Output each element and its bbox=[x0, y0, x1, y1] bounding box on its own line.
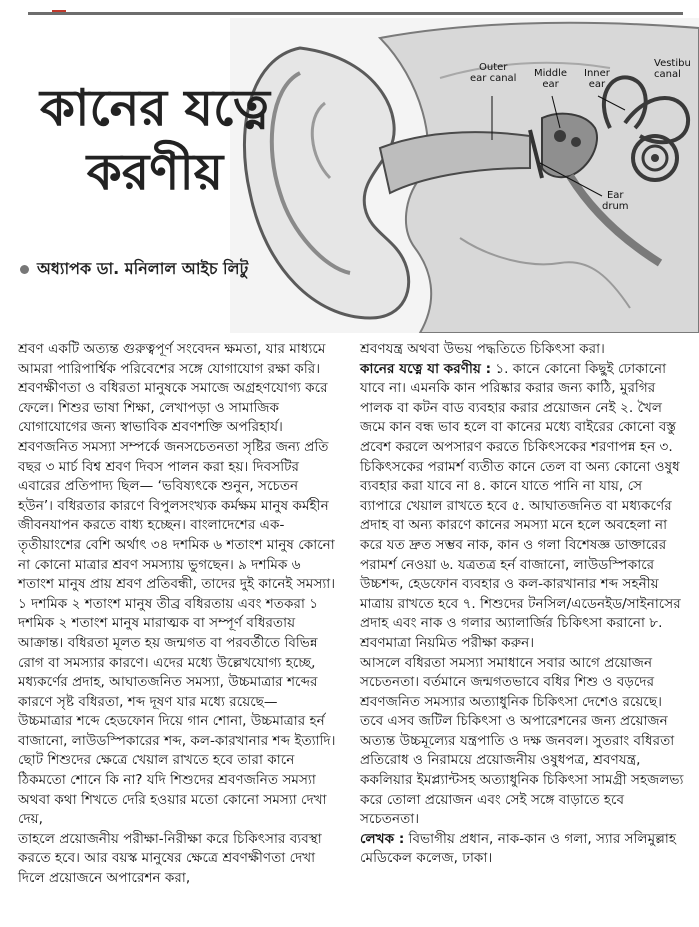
article-body bbox=[18, 340, 683, 920]
label-ear-drum bbox=[602, 190, 629, 212]
care-tips-paragraph bbox=[360, 360, 685, 654]
writer-affiliation: বিভাগীয় প্রধান, নাক-কান ও গলা, স্যার সলিমুল্লাহ মেডিকেল কলেজ, ঢাকা। bbox=[360, 830, 676, 867]
incus bbox=[571, 137, 581, 147]
right-intro-paragraph: শ্রবণযন্ত্র অথবা উভয় পদ্ধতিতে চিকিৎসা করা। bbox=[360, 341, 605, 357]
label-ear-drum-text: Ear drum bbox=[602, 190, 629, 212]
label-outer-ear-canal bbox=[470, 62, 516, 84]
label-middle-ear bbox=[534, 68, 567, 90]
label-inner-ear bbox=[584, 68, 610, 90]
author-name: অধ্যাপক ডা. মনিলাল আইচ লিটু bbox=[37, 259, 249, 278]
label-inner-ear-text: Inner ear bbox=[584, 68, 610, 90]
conclusion-paragraph: আসলে বধিরতা সমস্যা সমাধানে সবার আগে প্রয়োজন সচেতনতা। বর্তমানে জন্মগতভাবে বধির শিশু ও বড়দের শ্রবণজনিত সমস্যার অত্যাধুনিক চিকিৎসা দেশেও রয়েছে। তবে এসব জটিল চিকিৎসা ও অপারেশনের জন্য প্রয়োজন অত্যন্ত উচ্চমূল্যের যন্ত্রপাতি ও দক্ষ জনবল। সুতরাং বধিরতা প্রতিরোধ ও নিরাময়ে প্রয়োজনীয় ওষুধপত্র, শ্রবণযন্ত্র, ককলিয়ার ইমপ্ল্যান্টসহ অত্যাধুনিক চিকিৎসা সামগ্রী সহজলভ্য করে তোলা প্রয়োজন এবং সেই সঙ্গে বাড়াতে হবে সচেতনতা। bbox=[360, 654, 684, 828]
label-vestibular bbox=[654, 58, 691, 80]
care-tips-heading: কানের যত্নে যা করণীয় : bbox=[360, 360, 492, 377]
ear-anatomy-illustration bbox=[230, 18, 699, 333]
label-middle-ear-text: Middle ear bbox=[534, 68, 568, 90]
body-column-right bbox=[360, 340, 685, 869]
author-byline bbox=[20, 256, 248, 283]
label-outer-ear-canal-text: Outer ear canal bbox=[470, 62, 517, 84]
writer-label: লেখক : bbox=[360, 830, 405, 847]
care-tips-text: ১. কানে কোনো কিছুই ঢোকানো যাবে না। এমনকি কান পরিষ্কার করার জন্য কাঠি, মুরগির পালক বা কটন বাড ব্যবহার করার প্রয়োজন নেই ২. খৈল জমে কান বন্ধ ভাব হলে বা কানের মধ্যে বাইরের কোনো বস্তু প্রবেশ করলে অপসারণ করতে চিকিৎসকের শরণাপন্ন হন ৩. চিকিৎসকের পরামর্শ ব্যতীত কানে তেল বা অন্য কোনো ওষুধ ব্যবহার করা যাবে না ৪. কানে যাতে পানি না যায়, সে ব্যাপারে খেয়াল রাখতে হবে ৫. আঘাতজনিত বা মধ্যকর্ণের প্রদাহ বা অন্য কারণে কানের সমস্যা মনে হলে অবহেলা না করে যত দ্রুত সম্ভব নাক, কান ও গলা বিশেষজ্ঞ ডাক্তারের পরামর্শ নেওয়া ৬. যত্রতত্র হর্ন বাজানো, লাউডস্পিকারে উচ্চশব্দ, হেডফোন ব্যবহার ও কল-কারখানার শব্দ সহনীয় মাত্রায় রাখতে হবে ৭. শিশুদের টনসিল/এডেনইড/সাইনাসের প্রদাহ এবং নাক ও গলার অ্যালার্জির চিকিৎসা করানো ৮. শ্রবণমাত্রা নিয়মিত পরীক্ষা করুন। bbox=[360, 360, 681, 651]
bullet-icon bbox=[20, 265, 29, 274]
article-title bbox=[20, 76, 290, 204]
cochlea-core bbox=[651, 154, 659, 162]
label-vestibular-text: Vestibu canal bbox=[654, 58, 691, 80]
body-paragraph-1: শ্রবণ একটি অত্যন্ত গুরুত্বপূর্ণ সংবেদন ক্ষমতা, যার মাধ্যমে আমরা পারিপার্শ্বিক পরিবেশের সঙ্গে যোগাযোগ রক্ষা করি। শ্রবণক্ষীণতা ও বধিরতা মানুষকে সমাজে অগ্রহণযোগ্য করে ফেলে। শিশুর ভাষা শিক্ষা, লেখাপড়া ও সামাজিক যোগাযোগের জন্য স্বাভাবিক শ্রবণশক্তি অপরিহার্য। শ্রবণজনিত সমস্যা সম্পর্কে জনসচেতনতা সৃষ্টির জন্য প্রতি বছর ৩ মার্চ বিশ্ব শ্রবণ দিবস পালন করা হয়। দিবসটির এবারের প্রতিপাদ্য ছিল— ‘ভবিষ্যৎকে শুনুন, সচেতন হউন’। বধিরতার কারণে বিপুলসংখ্যক কর্মক্ষম মানুষ কর্মহীন জীবনযাপন করতে বাধ্য হচ্ছেন। বাংলাদেশের এক-তৃতীয়াংশের বেশি অর্থাৎ ৩৪ দশমিক ৬ শতাংশ মানুষ কোনো না কোনো মাত্রার শ্রবণ সমস্যায় ভুগছেন। ৯ দশমিক ৬ শতাংশ মানুষ প্রায় শ্রবণ প্রতিবন্ধী, তাদের দুই কানেই সমস্যা। ১ দশমিক ২ শতাংশ মানুষ তীব্র বধিরতায় এবং শতকরা ১ দশমিক ২ শতাংশ মানুষ মারাত্মক বা সম্পূর্ণ বধিরতায় আক্রান্ত। বধিরতা মূলত হয় জন্মগত বা পরবর্তীতে বিভিন্ন রোগ বা সমস্যার কারণে। এদের মধ্যে উল্লেখযোগ্য হচ্ছে, মধ্যকর্ণের প্রদাহ, আঘাতজনিত সমস্যা, উচ্চমাত্রার শব্দের কারণে সৃষ্ট বধিরতা, শব্দ দূষণ যার মধ্যে রয়েছে— উচ্চমাত্রার শব্দে হেডফোন দিয়ে গান শোনা, উচ্চমাত্রার হর্ন বাজানো, লাউডস্পিকারের শব্দ, কল-কারখানার শব্দ ইত্যাদি। ছোট শিশুদের ক্ষেত্রে খেয়াল রাখতে হবে তারা কানে ঠিকমতো শোনে কি না? যদি শিশুদের শ্রবণজনিত সমস্যা অথবা কথা শিখতে দেরি হওয়ার মতো কোনো সমস্যা দেখা দেয়, bbox=[18, 341, 336, 828]
title-line-1: কানের যত্নে bbox=[40, 79, 270, 137]
body-column-left bbox=[18, 340, 336, 889]
page-top-rule bbox=[0, 0, 699, 16]
writer-credit bbox=[360, 830, 685, 869]
title-line-2: করণীয় bbox=[86, 143, 224, 201]
malleus bbox=[554, 130, 566, 142]
ear-diagram-svg bbox=[230, 18, 699, 333]
section-marker bbox=[52, 4, 66, 12]
body-paragraph-2: তাহলে প্রয়োজনীয় পরীক্ষা-নিরীক্ষা করে চিকিৎসার ব্যবস্থা করতে হবে। আর বয়স্ক মানুষের ক্ষেত্রে শ্রবণক্ষীণতা দেখা দিলে প্রয়োজনে অপারেশন করা, bbox=[18, 830, 322, 887]
article-header bbox=[0, 18, 699, 333]
header-rule bbox=[28, 12, 683, 15]
